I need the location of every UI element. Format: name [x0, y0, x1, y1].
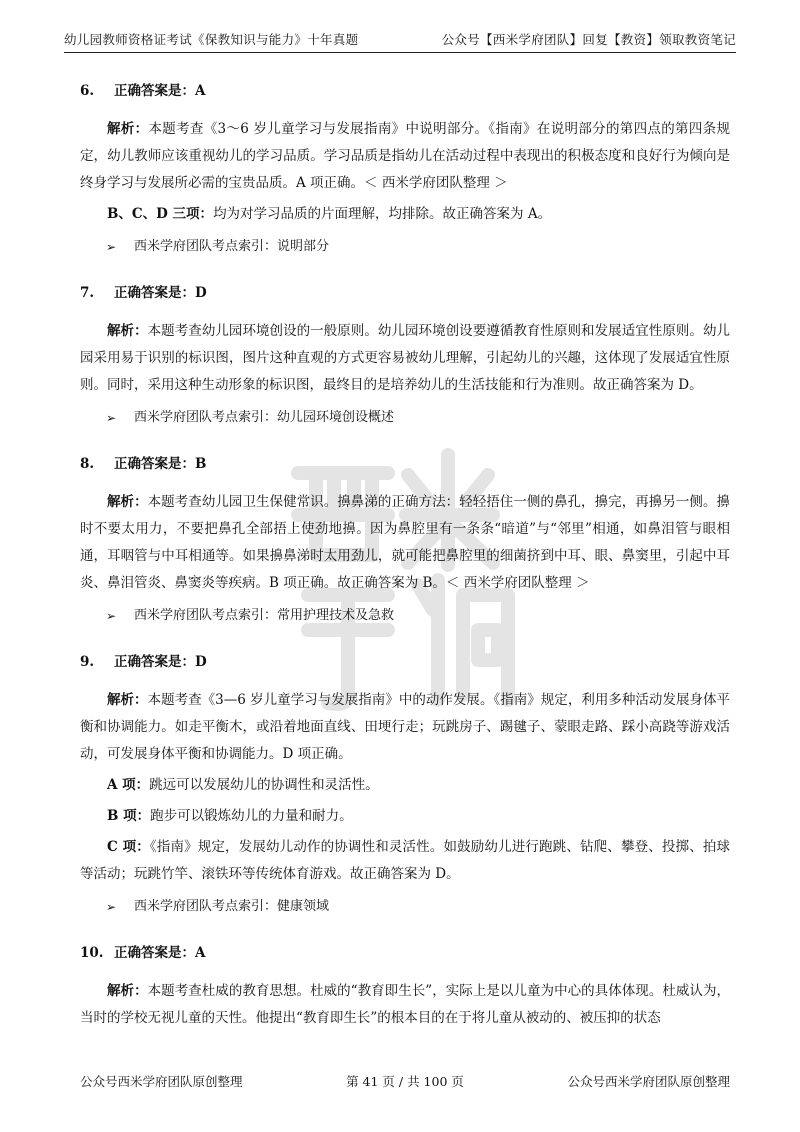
- header-title: 幼儿园教师资格证考试《保教知识与能力》十年真题: [64, 32, 359, 47]
- analysis-paragraph: [80, 978, 730, 1032]
- para-text: 本题考查幼儿园卫生保健常识。擤鼻涕的正确方法：轻轻捂住一侧的鼻孔，擤完，再擤另一侧。擤时不要太用力，不要把鼻孔全部捂上使劲地擤。因为鼻腔里有一条条“暗道”与“邻里”相通，如鼻泪管与眼相通，耳咽管与中耳相通等。如果擤鼻涕时太用劲儿，就可能把鼻腔里的细菌挤到中耳、眼、鼻窦里，引起中耳炎、鼻泪管炎、鼻窦炎等疾病。B 项正确。故正确答案为 B。＜ 西米学府团队整理 ＞: [80, 494, 731, 591]
- answer-block-9: [80, 651, 730, 918]
- para-text: 《指南》规定，发展幼儿动作的协调性和灵活性。如鼓励幼儿进行跑跳、钻爬、攀登、投掷、拍球等活动；玩跳竹竿、滚铁环等传统体育游戏。故正确答案为 D。: [80, 839, 730, 882]
- arrow-bullet-icon: ➢: [106, 900, 117, 914]
- para-text: 跑步可以锻炼幼儿的力量和耐力。: [150, 808, 353, 824]
- arrow-bullet-icon: ➢: [106, 411, 117, 425]
- question-number: 8.: [80, 456, 95, 472]
- correct-answer: 正确答案是：D: [114, 285, 207, 301]
- para-label: 解析：: [107, 692, 148, 708]
- para-label: C 项：: [107, 839, 150, 855]
- answer-heading: [80, 942, 730, 964]
- option-paragraph: [80, 834, 730, 888]
- knowledge-point-text: 西米学府团队考点索引：幼儿园环境创设概述: [134, 410, 395, 425]
- correct-answer: 正确答案是：B: [114, 456, 207, 472]
- footer-left-credit: 公众号西米学府团队原创整理: [80, 1074, 243, 1089]
- analysis-paragraph: [80, 116, 730, 197]
- para-text: 本题考查幼儿园环境创设的一般原则。幼儿园环境创设要遵循教育性原则和发展适宜性原则。幼儿园采用易于识别的标识图，图片这种直观的方式更容易被幼儿理解，引起幼儿的兴趣，这体现了发展适宜性原则。同时，采用这种生动形象的标识图，最终目的是培养幼儿的生活技能和行为准则。故正确答案为 D。: [80, 323, 731, 393]
- knowledge-point-text: 西米学府团队考点索引：常用护理技术及急救: [134, 608, 395, 623]
- para-label: 解析：: [107, 494, 148, 510]
- arrow-bullet-icon: ➢: [106, 240, 117, 254]
- answer-heading: [80, 453, 730, 475]
- answer-heading: [80, 282, 730, 304]
- question-number: 6.: [80, 83, 95, 99]
- correct-answer: 正确答案是：D: [114, 654, 207, 670]
- footer-right-credit: 公众号西米学府团队原创整理: [567, 1074, 730, 1089]
- answer-block-8: [80, 453, 730, 627]
- question-number: 10.: [80, 945, 104, 961]
- analysis-paragraph: [80, 489, 730, 597]
- para-label: 解析：: [107, 323, 148, 339]
- para-text: 本题考查《3～6 岁儿童学习与发展指南》中说明部分。《指南》在说明部分的第四点的第四条规定，幼儿教师应该重视幼儿的学习品质。学习品质是指幼儿在活动过程中表现出的积极态度和良好行为倾向是终身学习与发展所必需的宝贵品质。A 项正确。＜ 西米学府团队整理 ＞: [80, 121, 731, 191]
- para-text: 本题考查杜威的教育思想。杜威的“教育即生长”，实际上是以儿童为中心的具体体现。杜威认为，当时的学校无视儿童的天性。他提出“教育即生长”的根本目的在于将儿童从被动的、被压抑的状态: [80, 983, 731, 1026]
- question-number: 7.: [80, 285, 95, 301]
- page-footer: [80, 1070, 730, 1092]
- answer-block-6: [80, 80, 730, 258]
- analysis-paragraph: [80, 687, 730, 768]
- knowledge-point-index: [106, 236, 730, 258]
- knowledge-point-index: [106, 407, 730, 429]
- para-text: 跳远可以发展幼儿的协调性和灵活性。: [149, 777, 379, 793]
- para-text: 本题考查《3—6 岁儿童学习与发展指南》中的动作发展。《指南》规定，利用多种活动发展身体平衡和协调能力。如走平衡木，或沿着地面直线、田埂行走；玩跳房子、踢毽子、蒙眼走路、踩小高跷等游戏活动，可发展身体平衡和协调能力。D 项正确。: [80, 692, 731, 762]
- option-paragraph: [80, 772, 730, 799]
- option-paragraph: [80, 201, 730, 228]
- knowledge-point-index: [106, 605, 730, 627]
- knowledge-point-text: 西米学府团队考点索引：说明部分: [134, 239, 330, 254]
- para-label: A 项：: [107, 777, 150, 793]
- para-label: 解析：: [107, 121, 149, 137]
- answer-heading: [80, 651, 730, 673]
- para-label: B 项：: [107, 808, 151, 824]
- page-header: [64, 22, 736, 53]
- page-number: 第 41 页 / 共 100 页: [346, 1074, 464, 1089]
- para-text: 均为对学习品质的片面理解，均排除。故正确答案为 A。: [213, 206, 552, 222]
- answer-block-10: [80, 942, 730, 1032]
- answer-block-7: [80, 282, 730, 429]
- correct-answer: 正确答案是：A: [114, 945, 206, 961]
- knowledge-point-text: 西米学府团队考点索引：健康领域: [134, 899, 330, 914]
- arrow-bullet-icon: ➢: [106, 609, 117, 623]
- header-promo: 公众号【西米学府团队】回复【教资】领取教资笔记: [441, 32, 736, 47]
- question-number: 9.: [80, 654, 95, 670]
- knowledge-point-index: [106, 896, 730, 918]
- answer-content: [80, 80, 730, 1036]
- para-label: B、C、D 三项：: [107, 206, 214, 222]
- para-label: 解析：: [107, 983, 148, 999]
- answer-heading: [80, 80, 730, 102]
- analysis-paragraph: [80, 318, 730, 399]
- option-paragraph: [80, 803, 730, 830]
- correct-answer: 正确答案是：A: [114, 83, 206, 99]
